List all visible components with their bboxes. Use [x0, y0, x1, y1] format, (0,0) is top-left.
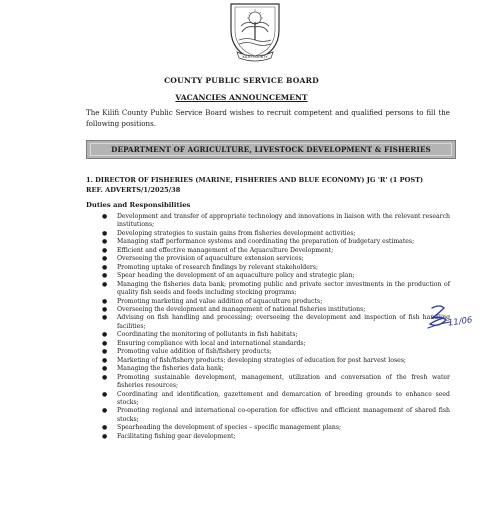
board-title: COUNTY PUBLIC SERVICE BOARD: [164, 76, 319, 85]
list-item: ● Development and transfer of appropriate technology and innovations in liaison with the relevant research institutions;: [102, 213, 450, 229]
bullet-icon: ●: [102, 365, 108, 373]
list-item: ● Coordinating and identification, gazettement and demarcation of breeding grounds to enhance seed stocks;: [102, 390, 450, 406]
bullet-icon: ●: [102, 229, 108, 237]
list-item: ● Overseeing the development and management of national fisheries institutions;: [102, 305, 366, 313]
bullet-icon: ●: [102, 348, 108, 356]
seal-banner-text: KILIFI COUNTY: [242, 55, 268, 59]
bullet-icon: ●: [102, 331, 108, 339]
handwritten-date: 11/06: [447, 315, 474, 329]
list-item: ● Efficient and effective management of the Aquaculture Development;: [102, 246, 334, 254]
bullet-icon: ●: [102, 213, 108, 220]
department-name: DEPARTMENT OF AGRICULTURE, LIVESTOCK DEVELOPMENT & FISHERIES: [111, 145, 431, 154]
bullet-icon: ●: [102, 356, 108, 364]
list-item: ● Promoting marketing and value addition of aquaculture products;: [102, 297, 323, 305]
list-item: ● Promoting regional and international co-operation for effective and efficient management of shared fish stocks;: [102, 407, 450, 423]
bullet-icon: ●: [102, 407, 108, 415]
list-item: ● Spear heading the development of an aquaculture policy and strategic plan;: [102, 272, 355, 280]
list-item: ● Promoting value addition of fish/fishery products;: [102, 348, 272, 356]
list-item: ● Ensuring compliance with local and international standards;: [102, 339, 306, 347]
bullet-icon: ●: [102, 280, 108, 288]
list-item: ● Managing staff performance systems and coordinating the preparation of budgetary estimates;: [102, 238, 415, 246]
bullet-icon: ●: [102, 305, 108, 313]
bullet-icon: ●: [102, 272, 108, 280]
bullet-icon: ●: [102, 263, 108, 271]
list-item: ● Marketing of fish/fishery products; developing strategies of education for post harvest loses;: [102, 356, 406, 364]
bullet-icon: ●: [102, 390, 108, 398]
duties-list: [86, 213, 450, 441]
list-item: ● Managing the fisheries data bank;: [102, 365, 224, 373]
bullet-icon: ●: [102, 297, 108, 305]
bullet-icon: ●: [102, 314, 108, 322]
department-banner: [86, 140, 456, 159]
county-seal-logo: [227, 0, 283, 64]
vacancies-announcement-heading: VACANCIES ANNOUNCEMENT: [175, 93, 308, 102]
bullet-icon: ●: [102, 373, 108, 381]
intro-paragraph: The Kilifi County Public Service Board wishes to recruit competent and qualified persons to fill the following positions.: [86, 108, 450, 128]
list-item: ● Promoting uptake of research findings by relevant stakeholders;: [102, 263, 319, 271]
list-item: ● Managing the fisheries data bank; promoting public and private sector investments in the production of quality fish seeds and feeds including stocking programs;: [102, 280, 450, 297]
list-item: ● Spearheading the development of species – specific management plans;: [102, 424, 342, 432]
list-item: ● Overseeing the provision of aquaculture extension services;: [102, 255, 304, 263]
bullet-icon: ●: [102, 339, 108, 347]
list-item: ● Facilitating fishing gear development;: [102, 432, 236, 440]
list-item: ● Coordinating the monitoring of pollutants in fish habitats;: [102, 331, 298, 339]
bullet-icon: ●: [102, 246, 108, 254]
bullet-icon: ●: [102, 424, 108, 432]
list-item: ● Developing strategies to sustain gains from fisheries development activities;: [102, 229, 356, 237]
post-title: 1. DIRECTOR OF FISHERIES (MARINE, FISHERIES AND BLUE ECONOMY) JG 'R' (1 POST) REF. ADVERTS/1/2025/38: [86, 176, 424, 194]
list-item: ● Advising on fish handling and processing; overseeing the development and inspection of fish handling facilities;: [102, 314, 450, 330]
bullet-icon: ●: [102, 432, 108, 440]
list-item: ● Promoting sustainable development, management, utilization and conversation of the fresh water fisheries resources;: [102, 373, 450, 390]
bullet-icon: ●: [102, 255, 108, 263]
bullet-icon: ●: [102, 238, 108, 246]
duties-heading: Duties and Responsibilities: [86, 201, 191, 209]
